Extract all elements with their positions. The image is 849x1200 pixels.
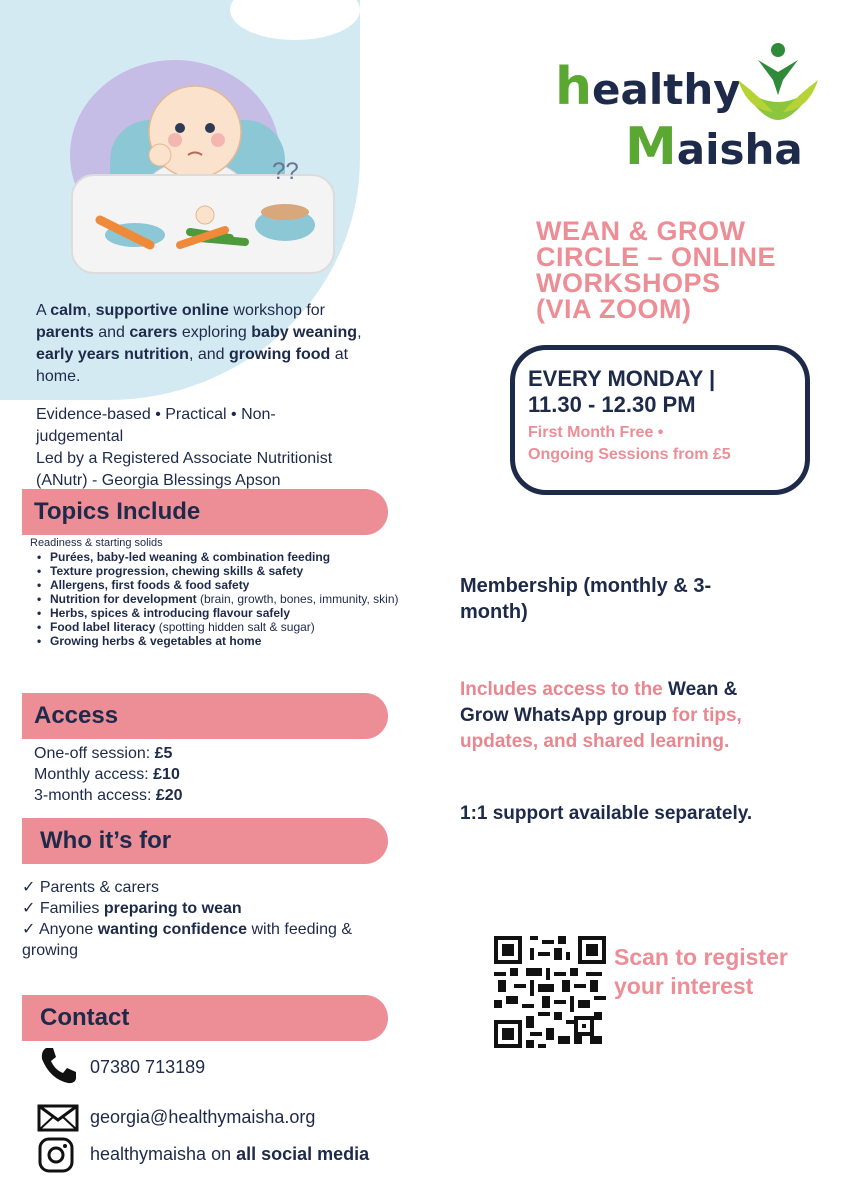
membership-text: Membership (monthly & 3- month) bbox=[460, 575, 712, 623]
logo-word-ealthy: ealthy bbox=[592, 65, 741, 114]
who-item-cont: growing bbox=[22, 942, 79, 959]
brand-logo bbox=[555, 55, 825, 175]
who-heading: Who it’s for bbox=[22, 818, 388, 864]
scan-cta: Scan to register your interest bbox=[614, 944, 788, 999]
list-item: • Texture progression, chewing skills & safety bbox=[50, 564, 450, 578]
price-line: Monthly access: £10 bbox=[34, 766, 180, 783]
social-handle[interactable]: healthymaisha on all social media bbox=[90, 1144, 370, 1164]
phone-number[interactable]: 07380 713189 bbox=[90, 1057, 206, 1077]
list-item: • Food label literacy (spotting hidden salt & sugar) bbox=[50, 620, 450, 634]
question-marks: ?? bbox=[272, 158, 299, 185]
logo-letter-h: h bbox=[555, 57, 593, 117]
baby-highchair-illustration bbox=[70, 60, 340, 275]
includes-text: Includes access to the Wean & Grow WhatsApp group for tips, updates, and shared learning. bbox=[460, 679, 742, 752]
sprout-person-icon bbox=[733, 40, 823, 130]
list-item: • Growing herbs & vegetables at home bbox=[50, 634, 450, 648]
who-list bbox=[22, 877, 452, 961]
mail-icon bbox=[37, 1104, 79, 1132]
event-title: WEAN & GROW CIRCLE – ONLINE WORKSHOPS (VIA ZOOM) bbox=[536, 216, 777, 324]
list-item: • Nutrition for development (brain, growth, bones, immunity, skin) bbox=[50, 592, 450, 606]
topics-heading: Topics Include bbox=[22, 489, 388, 535]
logo-word-aisha: aisha bbox=[676, 125, 803, 174]
access-prices bbox=[34, 743, 183, 806]
schedule-text bbox=[528, 366, 808, 466]
topics-list bbox=[50, 550, 450, 648]
intro-credentials: Evidence-based • Practical • Non- judgemental Led by a Registered Associate Nutritionist (ANutr) - Georgia Blessings Apson bbox=[36, 406, 333, 489]
schedule-offer: First Month Free • Ongoing Sessions from £5 bbox=[528, 424, 731, 463]
schedule-time: 11.30 - 12.30 PM bbox=[528, 392, 696, 417]
topics-intro: Readiness & starting solids bbox=[30, 537, 163, 549]
who-item: ✓ Families preparing to wean bbox=[22, 900, 242, 917]
who-item: ✓ Parents & carers bbox=[22, 879, 160, 896]
email-address[interactable]: georgia@healthymaisha.org bbox=[90, 1107, 316, 1127]
instagram-icon bbox=[38, 1137, 74, 1173]
who-item: ✓ Anyone wanting confidence with feeding & bbox=[22, 921, 352, 938]
access-heading: Access bbox=[22, 693, 388, 739]
price-line: 3-month access: £20 bbox=[34, 787, 183, 804]
list-item: • Allergens, first foods & food safety bbox=[50, 578, 450, 592]
support-text: 1:1 support available separately. bbox=[460, 803, 753, 824]
list-item: • Herbs, spices & introducing flavour safely bbox=[50, 606, 450, 620]
logo-letter-m: M bbox=[625, 117, 677, 177]
list-item: • Purées, baby-led weaning & combination feeding bbox=[50, 550, 450, 564]
schedule-day: EVERY MONDAY | bbox=[528, 366, 716, 391]
price-line: One-off session: £5 bbox=[34, 745, 173, 762]
intro-text: A calm, supportive online workshop for parents and carers exploring baby weaning, early years nutrition, and growing food at home. Evidence-based • Practical • Non- judgemental Led by a Registered Associate Nutritionist (ANutr) - Georgia Blessings Apson bbox=[36, 300, 416, 492]
qr-code[interactable] bbox=[494, 936, 606, 1048]
contact-heading: Contact bbox=[22, 995, 388, 1041]
phone-icon bbox=[38, 1045, 78, 1085]
